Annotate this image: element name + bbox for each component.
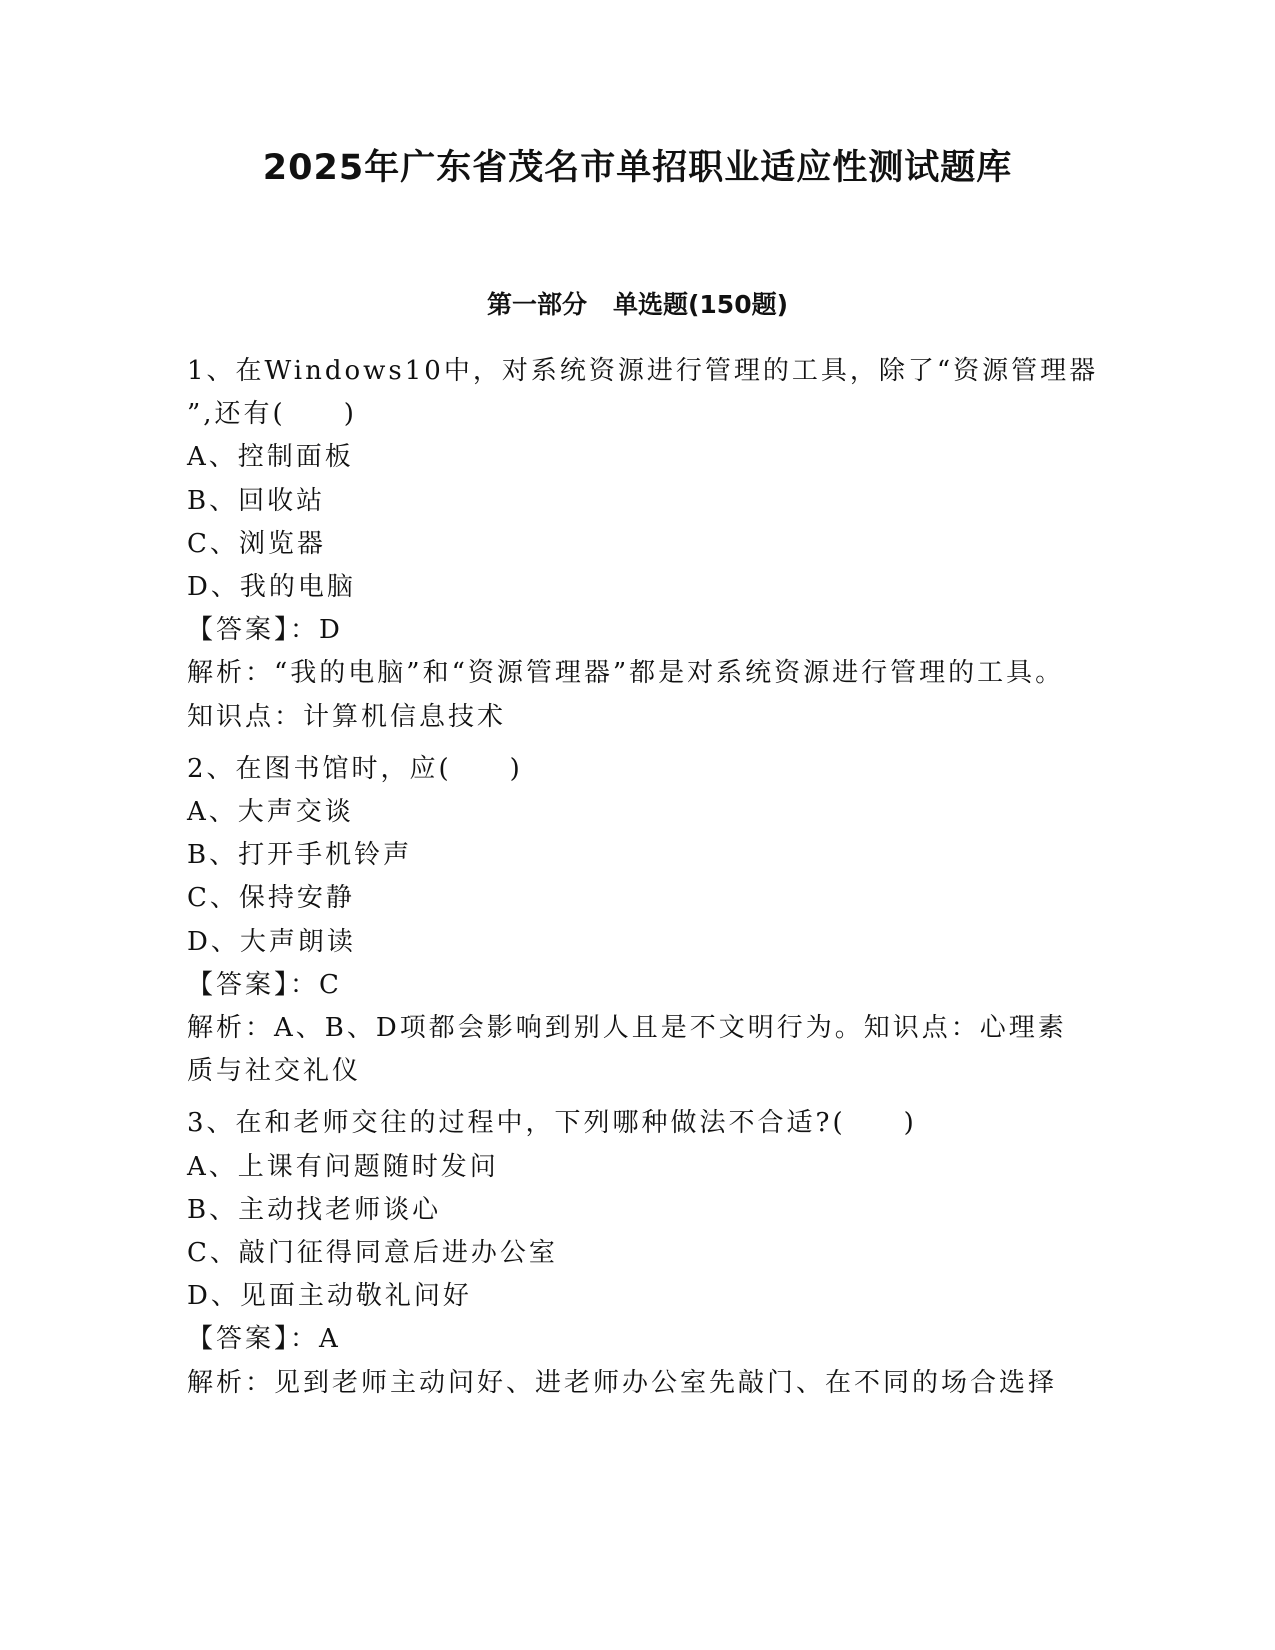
option-a: A、大声交谈: [187, 797, 354, 828]
section-title: [0, 289, 1275, 321]
option-c: C、浏览器: [187, 528, 326, 559]
option-b: B、回收站: [187, 485, 326, 516]
question-stem: 1、在Windows10中，对系统资源进行管理的工具，除了“资源管理器: [187, 356, 1099, 386]
analysis-text: 解析：A、B、D项都会影响到别人且是不文明行为。知识点：心理素质与社交礼仪: [187, 1013, 1067, 1087]
section-part-label: 第一部分: [486, 290, 587, 319]
answer-label: 【答案】：D: [187, 615, 343, 646]
option-b: B、打开手机铃声: [187, 840, 413, 871]
option-a: A、上课有问题随时发问: [187, 1151, 499, 1182]
analysis-text: 解析：见到老师主动问好、进老师办公室先敲门、在不同的场合选择: [187, 1367, 1058, 1398]
question-stem: 2、在图书馆时，应( ): [187, 753, 523, 784]
question-stem: 3、在和老师交往的过程中，下列哪种做法不合适?( ): [187, 1108, 917, 1139]
option-d: D、我的电脑: [187, 572, 356, 603]
question-item: [187, 350, 1099, 739]
question-list: [187, 350, 1099, 1414]
section-name-label: 单选题(150题): [612, 290, 789, 319]
option-c: C、保持安静: [187, 883, 355, 914]
option-a: A、控制面板: [187, 442, 354, 473]
option-d: D、大声朗读: [187, 926, 356, 957]
option-b: B、主动找老师谈心: [187, 1194, 442, 1225]
answer-label: 【答案】：A: [187, 1324, 341, 1355]
analysis-text: 解析：“我的电脑”和“资源管理器”都是对系统资源进行管理的工具。知识点：计算机信息技术: [187, 658, 1065, 732]
page-title: 2025年广东省茂名市单招职业适应性测试题库: [262, 148, 1013, 188]
question-item: [187, 748, 1087, 1094]
question-item: [187, 1102, 1087, 1404]
option-c: C、敲门征得同意后进办公室: [187, 1238, 558, 1269]
question-stem-continued: ”,还有( ): [187, 399, 357, 430]
option-d: D、见面主动敬礼问好: [187, 1281, 472, 1312]
answer-label: 【答案】：C: [187, 969, 342, 1000]
